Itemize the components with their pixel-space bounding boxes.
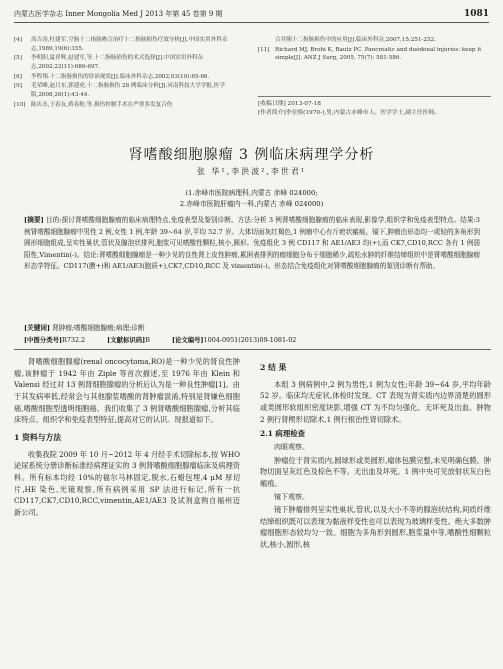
- reference-item: 合并胰十二指肠损伤中的应用[J].临床外科杂,2007,15;251-252.: [275, 37, 436, 43]
- author-intro: [258, 109, 491, 118]
- author-intro-text: 李星焕(1970-),男,内蒙古赤峰市人。医学学士,副主任医师。: [285, 110, 441, 117]
- clc-value: R732.2: [62, 336, 86, 344]
- article-id-label: [论文编号]: [171, 336, 204, 344]
- materials-paragraph: 收集我院 2009 年 10 月~2012 年 4 月经手术切除标本,按 WHO 泌尿系统分册诊断标准经病理证实的 3 例肾嗜酸细胞腺瘤临床及病理资料。所有标本均经 10%的福尔马林固定,脱水,石蜡包埋,4 μM 厚切片,HE 染色,光镜观察,所有病例采用 SP 法进行标记,所有一抗 CD117,CK7,CD10,RCC,vimentin,AE1/AE3 及试剂盒购自福州迈新公司。: [14, 449, 240, 517]
- classification-line: [24, 335, 480, 344]
- article-authors: 张 华¹,李洪波²,李世君¹: [196, 167, 307, 176]
- keywords-text: 肾肿瘤;嗜酸细胞腺瘤;病理;诊断: [52, 324, 145, 332]
- intro-paragraph: 肾嗜酸细胞腺瘤(renal oncocytoma,RO)是一种少见的肾良性肿瘤,该肿瘤于 1942 年由 Ziple 等首次描述,至 1976 年由 Klein 和 Valensi 经过对 13 例肾细胞腺瘤的分析后认为是一种良性肿瘤[1]。由于其发病率低,经常会与其他腺浆嗜酸的肾肿瘤混淆,特别是肾嫌色细胞癌,嗜酸细胞型透明细胞癌。我们收集了 3 例肾嗜酸细胞腺瘤,分析其临床特点、组织学和免疫表型特征,提高对它的认识。现报道如下。: [14, 357, 240, 425]
- reference-item: [4] 高吉涛,杜建军.空肠十二指肠吻合治疗十二指肠损伤疗效分析[J].中国实用外科杂志,1989,19(6):355.: [14, 37, 228, 52]
- abstract-label: [摘要]: [24, 216, 44, 224]
- running-head: [14, 9, 489, 23]
- article-id-value: 1004-0951(2013)09-1081-02: [203, 336, 297, 344]
- abstract-text: 目的:探讨肾嗜酸细胞腺瘤的临床病理特点,免疫表型及鉴别诊断。方法:分析 3 例肾嗜酸细胞腺瘤的临床表现,影像学,组织学和免疫表型特点。结果:3 例肾嗜酸细胞腺瘤中男性 2 例,女性 1 例,年龄 39~64 岁,平均 52.7 岁。大体切面灰红褐色,1 例瘤中心有斤疤状瘢痕。镜下,肿瘤由形态均一或轻的多角形到圆形细胞组成,呈实性巢状,管状及腺泡状排列,胞浆可见嗜酸性颗粒,核小,圆形。免疫组化 3 例 CD117 和 AE1/AE3 均(+),而 CK7,CD10,RCC 各有 1 例弱阳性,Vimentin(-)。结论:肾嗜酸细胞腺瘤是一种少见的良性肾上皮性肿瘤,累困表排列的瘤细胞分布于细胞稀少,疏松水肿的纤维结缔组织中是肾嗜酸细胞腺瘤形态学特征。CD117(膜+)和 AE1/AE3(胞质+),CK7,CD10,RCC 及 vimentin(-)。形态结合免疫组化对肾嗜酸细胞腺瘤的鉴别诊断有帮助。: [24, 216, 480, 271]
- author-intro-label: [作者简介]: [258, 110, 286, 117]
- section-heading-results: 2 结 果: [260, 363, 287, 372]
- abstract: [24, 215, 480, 273]
- references-left: [14, 36, 242, 110]
- clc-label: [中图分类号]: [24, 336, 63, 344]
- page-number: 1081: [463, 9, 489, 19]
- subsection-heading-pathology: 2.1 病理检查: [260, 429, 305, 439]
- article-meta: [258, 96, 491, 119]
- journal-header: 内蒙古医学杂志 Inner Mongolia Med J 2013 年第 45 卷第 9 期: [14, 10, 223, 18]
- affiliation-2: 2.赤峰市医院肝瘤内一科,内蒙古 赤峰 024000): [179, 200, 324, 208]
- keywords: [24, 322, 480, 332]
- section-heading-materials: 1 资料与方法: [14, 432, 62, 442]
- references-right: [258, 36, 491, 64]
- reference-item: [5] 李明阳,夏祥辉,赵建军,等.十二指肠损伤的术式选择[J].中国实用外科杂志,2002,22(11):686-697.: [14, 55, 204, 70]
- microscopy-paragraph: 镜下肿瘤排列呈实性巢状,管状,以及大小不等的腺泡状结构,间质纤维结缔组织既可以表现为黏液样变性也可以表现为玻璃样变性。绝大多数肿瘤细胞形态较均匀一致。细胞为多角形到圆形,胞浆量中等,嗜酸性细颗粒状,核小,圆形,核: [260, 504, 491, 549]
- microscopy-label: 镜下观察。: [274, 492, 309, 501]
- reference-item: [9] 毛荣峰,赵月东,郭建虎.十二指肠损伤 28 例临床分析[J].河南科技大学学报,医学版,2008,26(1):43-44.: [14, 83, 225, 98]
- article-title: 肾嗜酸细胞腺瘤 3 例临床病理学分析: [128, 147, 375, 163]
- gross-label: 肉眼观察。: [274, 443, 309, 452]
- body-column-right: [260, 356, 491, 552]
- doc-code-label: [文献标识码]: [107, 336, 146, 344]
- keywords-label: [关键词]: [24, 324, 51, 332]
- section-divider: [14, 349, 491, 350]
- body-column-left: [14, 356, 240, 521]
- gross-paragraph: 肿瘤位于肾实质内,圆球形或类圆形,瘤体包膜完整,未见明确包膜。肿物切面呈灰红色及棕色不等。无出血及坏死。1 例中央可见放射状灰白色瘢痕。: [260, 455, 491, 488]
- doc-code-value: B: [145, 336, 150, 344]
- received-date: [收稿日期] 2013-07-18: [258, 101, 321, 107]
- reference-item: [10] 陈庆水,王春友,蒋春舫,等.损伤控制手术在严重多发复合伤: [14, 101, 173, 108]
- reference-item: [11] Richard MJ, Brohi K, Bautz PC. Pancreatic and duodenal injuries: keep it simple[J]. ANZ J Surg, 2005, 75(7): 581-586.: [258, 46, 482, 62]
- reference-item: [6] 李程翔.十二指肠损伤的诊治现状[J].临床外科杂志,2002,03(10):65-66.: [14, 73, 210, 80]
- affiliation-1: (1.赤峰市医院病理科,内蒙古 赤峰 024000;: [185, 189, 318, 197]
- results-paragraph: 本组 3 例病例中,2 例为男性,1 例为女性;年龄 39~64 岁,平均年龄 52 岁。临床均无症状,体检时发现。CT 表现为肾实质内边界清楚的圆形或类圆形软组织密度块影,增强 CT 为不均匀强化。无坏死及出血。肿物 2 例行肾楔形切除术,1 例行根治性肾切除术。: [260, 379, 491, 424]
